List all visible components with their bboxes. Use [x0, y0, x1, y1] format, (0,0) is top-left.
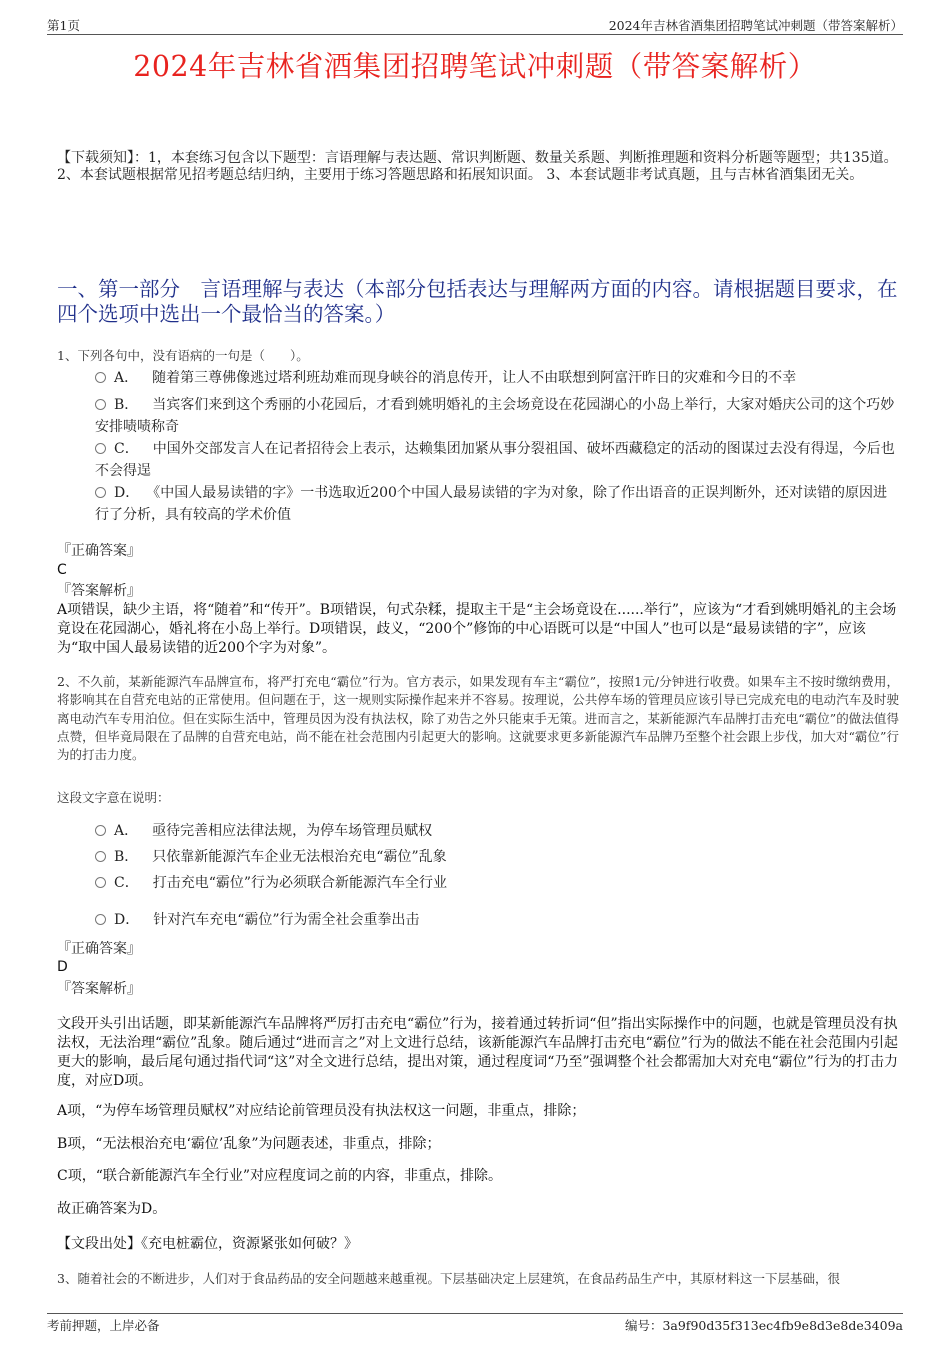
q2-option-a[interactable]: A． 亟待完善相应法律法规，为停车场管理员赋权 [95, 821, 897, 843]
radio-icon[interactable] [95, 487, 106, 498]
q2-analysis-conclusion: 故正确答案为D。 [57, 1201, 167, 1217]
page-number: 第1页 [47, 18, 80, 33]
q1-option-a[interactable]: A． 随着第三尊佛像逃过塔利班劫难而现身峡谷的消息传开，让人不由联想到阿富汗昨日的灾难和今日的不幸 [95, 368, 897, 390]
question-3-stem: 3、随着社会的不断进步，人们对于食品药品的安全问题越来越重视。下层基础决定上层建筑，在食品药品生产中，其原材料这一下层基础，很 [57, 1271, 840, 1286]
page-header [47, 14, 903, 35]
q1-option-c[interactable]: C． 中国外交部发言人在记者招待会上表示，达赖集团加紧从事分裂祖国、破坏西藏稳定的活动的图谋过去没有得逞，今后也不会得逞 [95, 441, 895, 479]
q2-answer: D [57, 959, 68, 975]
q1-answer-label: 『正确答案』 [57, 543, 141, 559]
q2-analysis-source: 【文段出处】《充电桩霸位，资源紧张如何破？》 [57, 1236, 358, 1252]
page-title: 2024年吉林省酒集团招聘笔试冲刺题（带答案解析） [133, 50, 817, 83]
footer-doc-id: 编号：3a9f90d35f313ec4fb9e8d3e8de3409a [624, 1318, 903, 1333]
radio-icon[interactable] [95, 914, 106, 925]
radio-icon[interactable] [95, 399, 106, 410]
q2-analysis-summary: 文段开头引出话题，即某新能源汽车品牌将严厉打击充电“霸位”行为，接着通过转折词“但”指出实际操作中的问题，也就是管理员没有执法权，无法治理“霸位”乱象。随后通过“进而言之”对上文进行总结，该新能源汽车品牌打击充电“霸位”行为的做法不能在社会范围内引起更大的影响，最后尾句通过指代词“这”对全文进行总结，提出对策，通过程度词“乃至”强调整个社会都需加大对充电“霸位”行为的打击力度，对应D项。 [57, 1016, 898, 1089]
radio-icon[interactable] [95, 851, 106, 862]
radio-icon[interactable] [95, 877, 106, 888]
q1-option-d[interactable]: D． 《中国人最易读错的字》一书选取近200个中国人最易读错的字为对象，除了作出语音的正误判断外，还对读错的原因进行了分析，具有较高的学术价值 [95, 485, 887, 523]
page-footer [47, 1313, 903, 1332]
q2-analysis-a: A项，“为停车场管理员赋权”对应结论前管理员没有执法权这一问题，非重点，排除； [57, 1103, 586, 1119]
radio-icon[interactable] [95, 372, 106, 383]
q1-answer: C [57, 562, 67, 578]
footer-slogan: 考前押题，上岸必备 [47, 1318, 160, 1333]
q2-option-c[interactable]: C． 打击充电“霸位”行为必须联合新能源汽车全行业 [95, 873, 897, 895]
q2-analysis-c: C项，“联合新能源汽车全行业”对应程度词之前的内容，非重点，排除。 [57, 1168, 503, 1184]
q1-option-b[interactable]: B． 当宾客们来到这个秀丽的小花园后，才看到姚明婚礼的主会场竟设在花园湖心的小岛上举行，大家对婚庆公司的这个巧妙安排啧啧称奇 [95, 397, 895, 435]
question-1-stem: 1、下列各句中，没有语病的一句是（ ）。 [57, 348, 309, 363]
q2-answer-label: 『正确答案』 [57, 941, 141, 957]
q2-option-d[interactable]: D． 针对汽车充电“霸位”行为需全社会重拳出击 [95, 910, 897, 932]
q1-analysis-label: 『答案解析』 [57, 583, 141, 599]
q2-analysis-b: B项，“无法根治充电‘霸位’乱象”为问题表述，非重点，排除； [57, 1136, 441, 1152]
radio-icon[interactable] [95, 443, 106, 454]
section-heading: 一、第一部分 言语理解与表达（本部分包括表达与理解两方面的内容。请根据题目要求，在四个选项中选出一个最恰当的答案。） [57, 277, 898, 326]
download-notice: 【下载须知】：1，本套练习包含以下题型：言语理解与表达题、常识判断题、数量关系题、判断推理题和资料分析题等题型；共135道。 2、本套试题根据常见招考题总结归纳，主要用于练习答题思路和拓展知识面。 3、本套试题非考试真题，且与吉林省酒集团无关。 [57, 150, 898, 183]
header-doc-title: 2024年吉林省酒集团招聘笔试冲刺题（带答案解析） [608, 18, 903, 33]
q2-option-b[interactable]: B． 只依靠新能源汽车企业无法根治充电“霸位”乱象 [95, 847, 897, 869]
radio-icon[interactable] [95, 825, 106, 836]
q2-analysis-label: 『答案解析』 [57, 981, 141, 997]
question-2-stem: 2、不久前，某新能源汽车品牌宣布，将严打充电“霸位”行为。官方表示，如果发现有车主“霸位”，按照1元/分钟进行收费。如果车主不按时缴纳费用，将影响其在自营充电站的正常使用。但问题在于，这一规则实际操作起来并不容易。按理说，公共停车场的管理员应该引导已完成充电的电动汽车及时驶离电动汽车专用泊位。但在实际生活中，管理员因为没有执法权，除了劝告之外只能束手无策。进而言之，某新能源汽车品牌打击充电“霸位”的做法值得点赞，但毕竟局限在了品牌的自营充电站，尚不能在社会范围内引起更大的影响。这就要求更多新能源汽车品牌乃至整个社会跟上步伐，加大对“霸位”行为的打击力度。 [57, 674, 899, 763]
question-2-prompt: 这段文字意在说明： [57, 790, 170, 805]
q1-analysis: A项错误，缺少主语，将“随着”和“传开”。B项错误，句式杂糅，提取主干是“主会场竟设在......举行”，应该为“才看到姚明婚礼的主会场竟设在花园湖心，婚礼将在小岛上举行。D项错误，歧义，“200个”修饰的中心语既可以是“中国人”也可以是“最易读错的字”，应该为“取中国人最易读错的近200个字为对象”。 [57, 602, 897, 656]
